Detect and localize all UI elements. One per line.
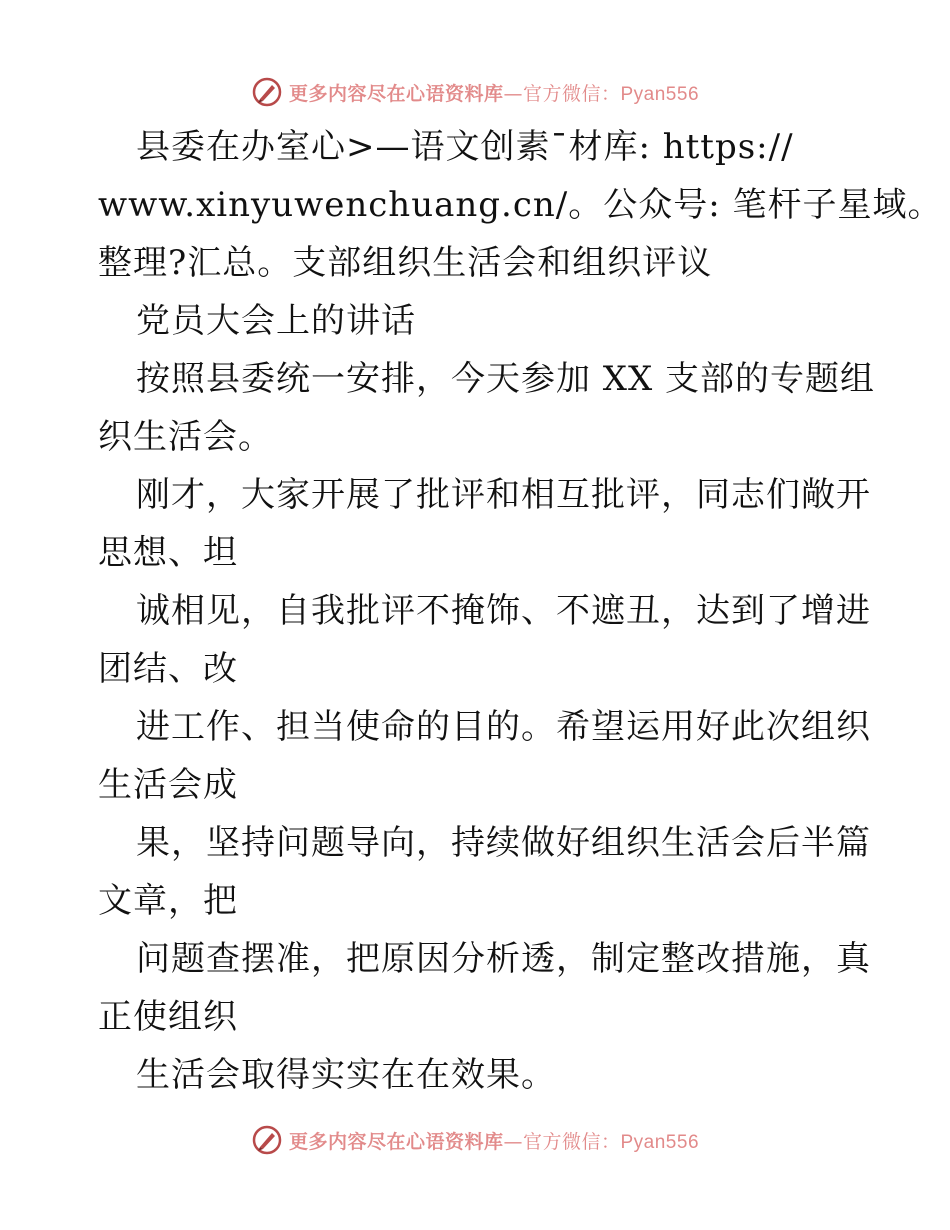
text-line: 整理?汇总。支部组织生活会和组织评议 [98, 243, 713, 283]
text-line: 果，坚持问题导向，持续做好组织生活会后半篇 [136, 823, 871, 863]
text-line: 县委在办室心>—语文创素¯材库: https:// [136, 127, 794, 167]
text-line: 按照县委统一安排，今天参加 XX 支部的专题组 [136, 359, 876, 399]
banner-sub-text: 官方微信： [522, 82, 621, 105]
text-line: 进工作、担当使命的目的。希望运用好此次组织 [136, 707, 871, 747]
text-line: 诚相见，自我批评不掩饰、不遮丑，达到了增进 [136, 591, 871, 631]
footer-banner [0, 1120, 950, 1160]
pen-circle-logo-icon [251, 1124, 283, 1156]
banner-main-text: 更多内容尽在心语资料库 [288, 1130, 504, 1153]
text-line: 织生活会。 [98, 417, 273, 457]
text-line: 团结、改 [98, 649, 238, 689]
text-line: 问题查摆准，把原因分析透，制定整改措施，真 [136, 939, 871, 979]
banner-text [289, 1127, 699, 1154]
banner-wechat-id: Pyan556 [620, 83, 700, 105]
banner-wechat-id: Pyan556 [620, 1131, 700, 1153]
text-line: 刚才，大家开展了批评和相互批评，同志们敞开 [136, 475, 871, 515]
document-body [98, 118, 943, 1104]
header-banner [0, 72, 950, 112]
banner-dash: — [503, 82, 523, 105]
text-line: 生活会成 [98, 765, 238, 805]
text-line: 文章，把 [98, 881, 238, 921]
text-line: 生活会取得实实在在效果。 [136, 1055, 556, 1095]
banner-dash: — [503, 1130, 523, 1153]
text-line: 思想、坦 [98, 533, 238, 573]
text-line: 正使组织 [98, 997, 238, 1037]
text-line: 党员大会上的讲话 [136, 301, 416, 341]
pen-circle-logo-icon [251, 76, 283, 108]
banner-sub-text: 官方微信： [522, 1130, 621, 1153]
text-line: www.xinyuwenchuang.cn/。公众号: 笔杆子星域。 [98, 185, 943, 225]
banner-text [289, 79, 699, 106]
banner-main-text: 更多内容尽在心语资料库 [288, 82, 504, 105]
